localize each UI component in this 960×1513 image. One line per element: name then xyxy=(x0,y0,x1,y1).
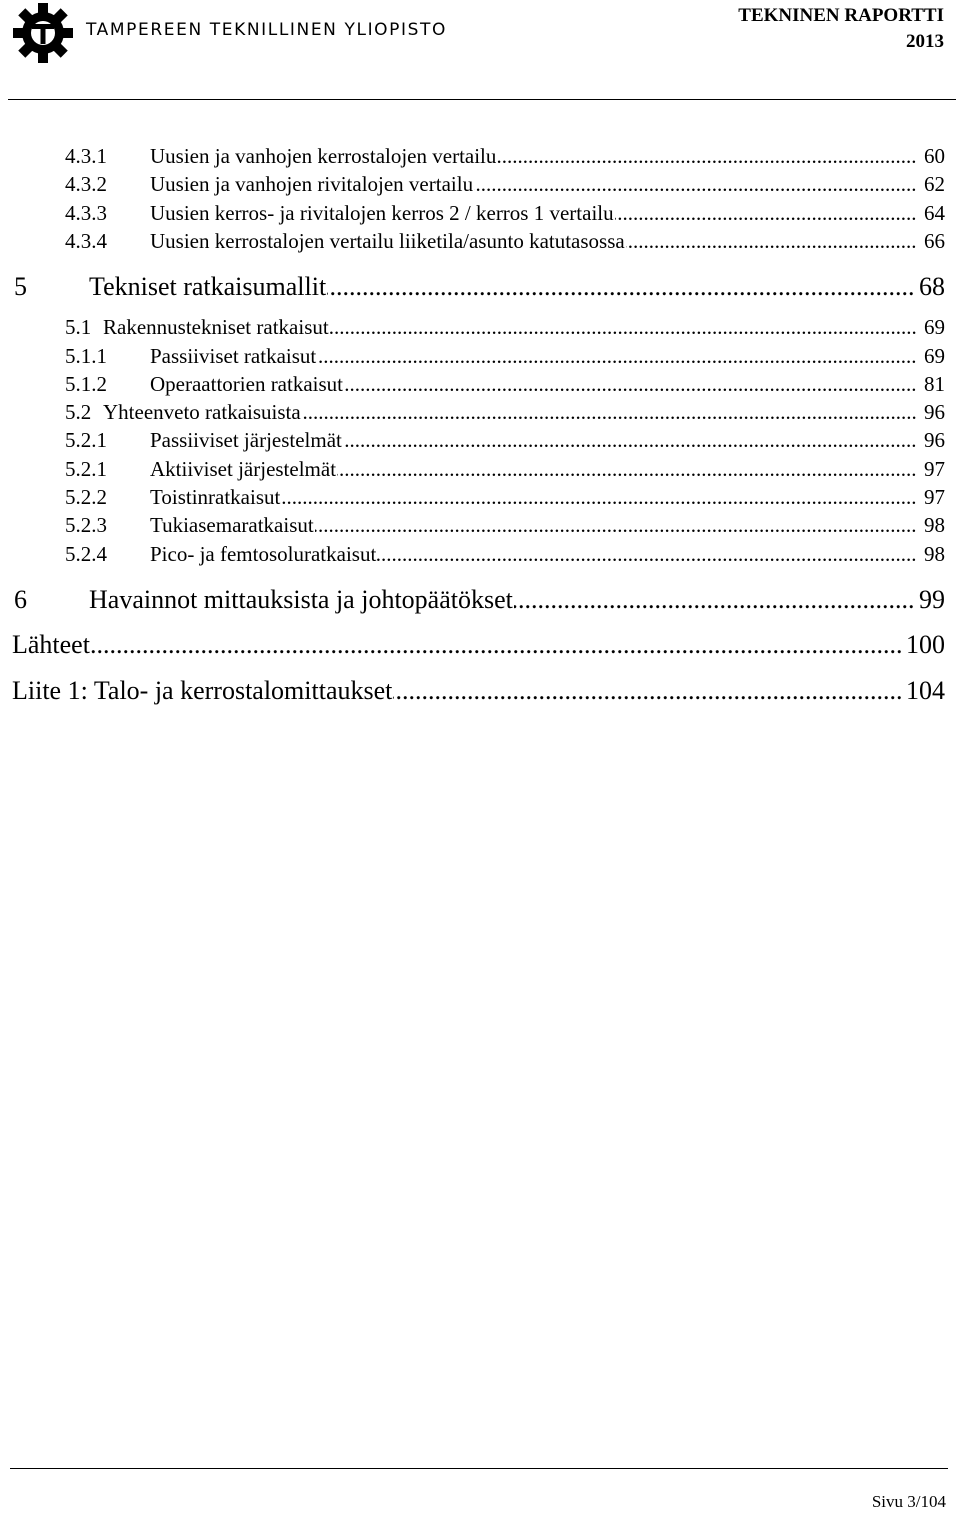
toc-entry-page: 62 xyxy=(924,172,945,196)
toc-entry-number: 5.1.1 xyxy=(65,344,107,368)
toc-entry-title xyxy=(150,455,916,483)
toc-entry-title xyxy=(89,583,916,617)
toc-entry-number: 6 xyxy=(14,585,27,614)
toc-entry-label: Uusien kerrostalojen vertailu liiketila/asunto katutasossa xyxy=(150,229,625,253)
toc-entry-title xyxy=(150,540,916,568)
page-number: Sivu 3/104 xyxy=(871,1492,946,1511)
toc-entry-page: 98 xyxy=(924,542,945,566)
report-title xyxy=(738,3,944,55)
toc-entry-title xyxy=(150,426,916,454)
toc-entry-label: Lähteet xyxy=(12,630,90,659)
toc-entry-number: 4.3.1 xyxy=(65,144,107,168)
toc-entry-page: 81 xyxy=(924,372,945,396)
toc-entry-label: Aktiiviset järjestelmät xyxy=(150,457,337,481)
toc-entry-number: 5 xyxy=(14,272,27,301)
toc-entry-page: 104 xyxy=(906,676,945,705)
toc-entry-title xyxy=(103,398,916,426)
toc-entry-page: 69 xyxy=(924,344,945,368)
toc-entry-page: 97 xyxy=(924,485,945,509)
page-header xyxy=(0,0,960,104)
toc-entry-label: Toistinratkaisut xyxy=(150,485,281,509)
toc-entry-number: 5.1.2 xyxy=(65,372,107,396)
report-year: 2013 xyxy=(906,31,944,52)
toc-entry-label: Passiiviset ratkaisut xyxy=(150,344,317,368)
toc-entry-title xyxy=(150,483,916,511)
toc-entry-number: 5.2 xyxy=(65,400,92,424)
toc-entry-page: 66 xyxy=(924,229,945,253)
toc-entry-page: 69 xyxy=(924,315,945,339)
toc-entry-page: 99 xyxy=(919,585,945,614)
toc-entry-label: Havainnot mittauksista ja johtopäätökset xyxy=(89,585,513,614)
footer-divider xyxy=(10,1468,948,1469)
toc-entry-number: 5.1 xyxy=(65,315,92,339)
university-name: TAMPEREEN TEKNILLINEN YLIOPISTO xyxy=(86,20,447,40)
toc-entry-number: 4.3.2 xyxy=(65,172,107,196)
toc-entry-title xyxy=(12,628,902,662)
toc-entry-title xyxy=(150,199,916,227)
toc-entry-number: 5.2.3 xyxy=(65,513,107,537)
toc-entry-page: 68 xyxy=(919,272,945,301)
toc-entry-label: Rakennustekniset ratkaisut xyxy=(103,315,329,339)
report-title-text: TEKNINEN RAPORTTI xyxy=(738,5,944,26)
toc-entry-label: Tukiasemaratkaisut xyxy=(150,513,314,537)
toc-entry-title xyxy=(150,511,916,539)
toc-entry-label: Tekniset ratkaisumallit xyxy=(89,272,327,301)
toc-entry-page: 96 xyxy=(924,400,945,424)
toc-entry-page: 98 xyxy=(924,513,945,537)
header-divider xyxy=(8,99,956,100)
toc-entry-number: 5.2.1 xyxy=(65,428,107,452)
toc-entry-title xyxy=(12,674,902,708)
toc-entry-label: Liite 1: Talo- ja kerrostalomittaukset xyxy=(12,676,393,705)
toc-entry-title xyxy=(150,342,916,370)
toc-entry-number: 5.2.2 xyxy=(65,485,107,509)
toc-entry-label: Pico- ja femtosoluratkaisut xyxy=(150,542,377,566)
toc-entry-label: Yhteenveto ratkaisuista xyxy=(103,400,301,424)
toc-entry-label: Uusien ja vanhojen rivitalojen vertailu xyxy=(150,172,474,196)
toc-entry-title xyxy=(150,227,916,255)
toc-entry-title xyxy=(103,313,916,341)
toc-entry-title xyxy=(150,142,916,170)
toc-entry-page: 96 xyxy=(924,428,945,452)
toc-entry-label: Passiiviset järjestelmät xyxy=(150,428,342,452)
toc-entry-number: 5.2.4 xyxy=(65,542,107,566)
toc-entry-page: 100 xyxy=(906,630,945,659)
toc-entry-label: Uusien kerros- ja rivitalojen kerros 2 / kerros 1 vertailu xyxy=(150,201,614,225)
toc-entry-number: 4.3.4 xyxy=(65,229,107,253)
toc-entry-number: 4.3.3 xyxy=(65,201,107,225)
toc-entry-title xyxy=(150,370,916,398)
toc-entry-label: Uusien ja vanhojen kerrostalojen vertailu xyxy=(150,144,497,168)
toc-entry-title xyxy=(89,270,916,304)
toc-entry-title xyxy=(150,170,916,198)
toc-entry-number: 5.2.1 xyxy=(65,457,107,481)
toc-entry-page: 97 xyxy=(924,457,945,481)
gear-icon xyxy=(12,2,74,64)
toc-entry-page: 60 xyxy=(924,144,945,168)
toc-entry-label: Operaattorien ratkaisut xyxy=(150,372,343,396)
toc-entry-page: 64 xyxy=(924,201,945,225)
